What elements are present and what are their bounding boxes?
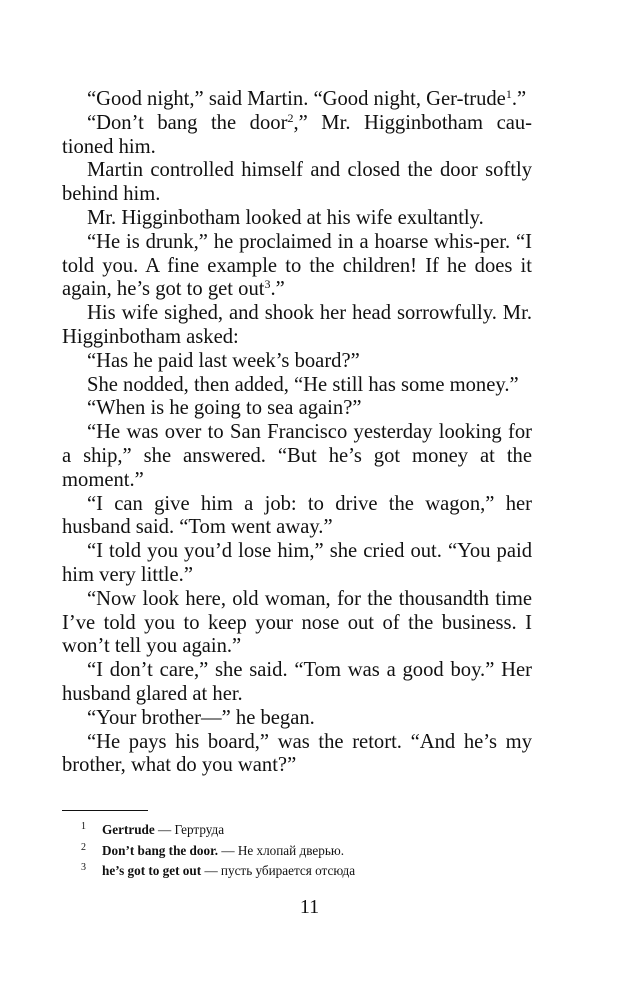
footnote bbox=[62, 861, 542, 882]
footnote-translation: — Не хлопай дверью. bbox=[218, 842, 344, 858]
paragraph-text: ,” Mr. Higginbotham cau-tioned him. bbox=[62, 111, 532, 158]
paragraph-text: “Your brother—” he began. bbox=[87, 706, 315, 729]
paragraph bbox=[62, 159, 532, 207]
footnote-number: 3 bbox=[81, 862, 86, 873]
paragraph bbox=[62, 731, 532, 779]
footnote-ref: 1 bbox=[505, 87, 512, 101]
footnote-translation: — пусть убирается отсюда bbox=[201, 863, 356, 878]
paragraph bbox=[62, 302, 532, 350]
paragraph bbox=[62, 421, 532, 492]
paragraph bbox=[62, 540, 532, 588]
footnote-term: Don’t bang the door. bbox=[102, 842, 219, 858]
footnote-ref: 3 bbox=[264, 277, 271, 292]
paragraph bbox=[62, 493, 532, 541]
paragraph bbox=[62, 207, 532, 231]
paragraph bbox=[62, 588, 532, 659]
footnote-number: 2 bbox=[81, 841, 86, 853]
footnote-translation: — Гертруда bbox=[154, 822, 225, 837]
body-text bbox=[62, 88, 532, 778]
paragraph-text: .” bbox=[270, 278, 285, 301]
paragraph-text: His wife sighed, and shook her head sorrowfully. Mr. Higginbotham asked: bbox=[62, 302, 532, 348]
paragraph-text: “Don’t bang the door bbox=[87, 111, 288, 134]
paragraph-text: “He is drunk,” he proclaimed in a hoarse whis-per. “I told you. A fine example to the children! If he does it again, he’s got to get out bbox=[62, 230, 532, 301]
paragraph bbox=[62, 231, 532, 302]
paragraph-text: “Good night,” said Martin. “Good night, Ger-trude bbox=[87, 88, 506, 110]
footnote-number: 1 bbox=[81, 821, 86, 832]
footnote bbox=[62, 841, 542, 862]
footnote-ref: 2 bbox=[287, 110, 294, 125]
page-number: 11 bbox=[299, 896, 320, 918]
footnote-term: Gertrude bbox=[102, 822, 155, 837]
paragraph bbox=[62, 350, 532, 374]
paragraph-text: .” bbox=[511, 88, 527, 110]
paragraph-text: “He was over to San Francisco yesterday looking for a ship,” she answered. “But he’s got money at the moment.” bbox=[62, 421, 532, 491]
paragraph-text: “I told you you’d lose him,” she cried out. “You paid him very little.” bbox=[62, 540, 532, 586]
paragraph bbox=[62, 659, 532, 707]
paragraph-text: “I don’t care,” she said. “Tom was a good boy.” Her husband glared at her. bbox=[62, 659, 532, 705]
paragraph-text: “Has he paid last week’s board?” bbox=[87, 349, 360, 372]
paragraph bbox=[62, 374, 532, 398]
paragraph-text: Martin controlled himself and closed the door softly behind him. bbox=[62, 159, 532, 206]
paragraph-text: Mr. Higginbotham looked at his wife exultantly. bbox=[87, 206, 484, 229]
footnote-term: he’s got to get out bbox=[102, 863, 202, 878]
paragraph bbox=[62, 88, 532, 112]
footnotes bbox=[62, 820, 542, 882]
paragraph-text: “I can give him a job: to drive the wagon,” her husband said. “Tom went away.” bbox=[62, 492, 532, 539]
footnote bbox=[62, 820, 542, 841]
paragraph-text: She nodded, then added, “He still has some money.” bbox=[87, 373, 519, 396]
paragraph bbox=[62, 707, 532, 731]
paragraph-text: “When is he going to sea again?” bbox=[87, 397, 362, 420]
paragraph bbox=[62, 112, 532, 160]
footnote-divider bbox=[62, 810, 148, 811]
paragraph-text: “Now look here, old woman, for the thousandth time I’ve told you to keep your nose out of the business. I won’t tell you again.” bbox=[62, 587, 532, 658]
paragraph-text: “He pays his board,” was the retort. “And he’s my brother, what do you want?” bbox=[62, 730, 532, 777]
paragraph bbox=[62, 397, 532, 421]
